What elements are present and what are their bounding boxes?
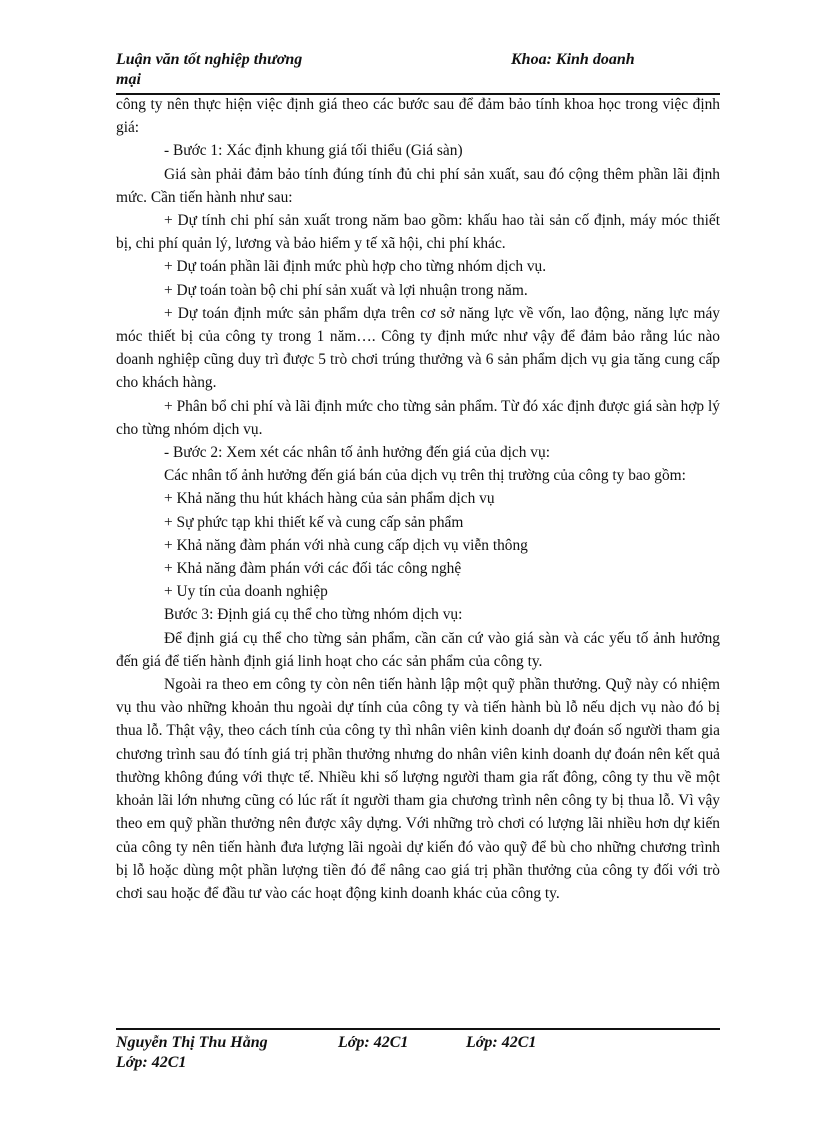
step-heading: - Bước 1: Xác định khung giá tối thiểu (Giá sàn) [164, 142, 463, 160]
step-heading: Bước 3: Định giá cụ thể cho từng nhóm dịch vụ: [164, 606, 463, 624]
header-faculty: Khoa: Kinh doanh [511, 51, 635, 68]
list-item: + Sự phức tạp khi thiết kế và cung cấp sản phẩm [164, 513, 464, 531]
list-item: + Phân bổ chi phí và lãi định mức cho từng sản phẩm. Từ đó xác định được giá sàn hợp lý cho từng nhóm dịch vụ. [116, 397, 720, 438]
paragraph: Giá sàn phải đảm bảo tính đúng tính đủ chi phí sản xuất, sau đó cộng thêm phần lãi định mức. Cần tiến hành như sau: [116, 165, 720, 206]
list-item: + Dự tính chi phí sản xuất trong năm bao gồm: khấu hao tài sản cố định, máy móc thiết bị, chi phí quản lý, lương và bảo hiểm y tế xã hội, chi phí khác. [116, 212, 720, 253]
header-thesis-title: Luận văn tốt nghiệp thương mại [116, 51, 303, 88]
list-item: + Dự toán toàn bộ chi phí sản xuất và lợi nhuận trong năm. [164, 281, 528, 299]
document-body [116, 93, 720, 905]
paragraph: Các nhân tố ảnh hưởng đến giá bán của dịch vụ trên thị trường của công ty bao gồm: [164, 467, 686, 485]
paragraph: công ty nên thực hiện việc định giá theo các bước sau để đảm bảo tính khoa học trong việc định giá: [116, 96, 720, 137]
footer-rule [116, 1028, 720, 1030]
paragraph: Để định giá cụ thể cho từng sản phẩm, cần căn cứ vào giá sàn và các yếu tố ảnh hưởng đến giá để tiến hành định giá linh hoạt cho các sản phẩm của công ty. [116, 629, 720, 670]
footer-class-label: Lớp: 42C1 [466, 1034, 537, 1051]
list-item: + Khả năng thu hút khách hàng của sản phẩm dịch vụ [164, 490, 495, 508]
list-item: + Dự toán định mức sản phẩm dựa trên cơ sở năng lực về vốn, lao động, năng lực máy móc thiết bị của công ty trong 1 năm…. Công ty định mức như vậy để đảm bảo rằng lúc nào doanh nghiệp cũng duy trì được 5 trò chơi trúng thưởng và 6 sản phẩm dịch vụ gia tăng cung cấp cho khách hàng. [116, 304, 720, 392]
list-item: + Khả năng đàm phán với nhà cung cấp dịch vụ viễn thông [164, 536, 528, 554]
step-heading: - Bước 2: Xem xét các nhân tố ảnh hưởng đến giá của dịch vụ: [164, 444, 550, 462]
footer-author-name: Nguyễn Thị Thu Hằng [116, 1034, 268, 1051]
list-item: + Khả năng đàm phán với các đối tác công nghệ [164, 560, 462, 578]
paragraph: Ngoài ra theo em công ty còn nên tiến hành lập một quỹ phần thưởng. Quỹ này có nhiệm vụ thu vào những khoản thu ngoài dự tính của công ty và tiến hành bù lỗ nếu dịch vụ nào đó bị thua lỗ. Thật vậy, theo cách tính của công ty thì nhân viên kinh doanh dự đoán số người tham gia chương trình sau đó tính giá trị phần thưởng nhưng do nhân viên kinh doanh dự đoán nên kết quả thường không đúng với thực tế. Nhiều khi số lượng người tham gia rất đông, công ty thu về một khoản lãi lớn nhưng cũng có lúc rất ít người tham gia chương trình nên công ty bị thua lỗ. Vì vậy theo em quỹ phần thưởng nên được xây dựng. Với những trò chơi có lượng lãi nhiều hơn dự kiến của công ty nên tiến hành đưa lượng lãi ngoài dự kiến đó vào quỹ để bù cho những chương trình bị lỗ hoặc dùng một phần lượng tiền đó để nâng cao giá trị phần thưởng của công ty đối với trò chơi sau hoặc để đầu tư vào các hoạt động kinh doanh khác của công ty. [116, 676, 720, 902]
list-item: + Dự toán phần lãi định mức phù hợp cho từng nhóm dịch vụ. [164, 258, 547, 276]
footer-class-label: Lớp: 42C1 [338, 1034, 409, 1051]
page-footer [116, 1033, 720, 1073]
footer-class-label: Lớp: 42C1 [116, 1054, 187, 1071]
list-item: + Uy tín của doanh nghiệp [164, 583, 328, 601]
